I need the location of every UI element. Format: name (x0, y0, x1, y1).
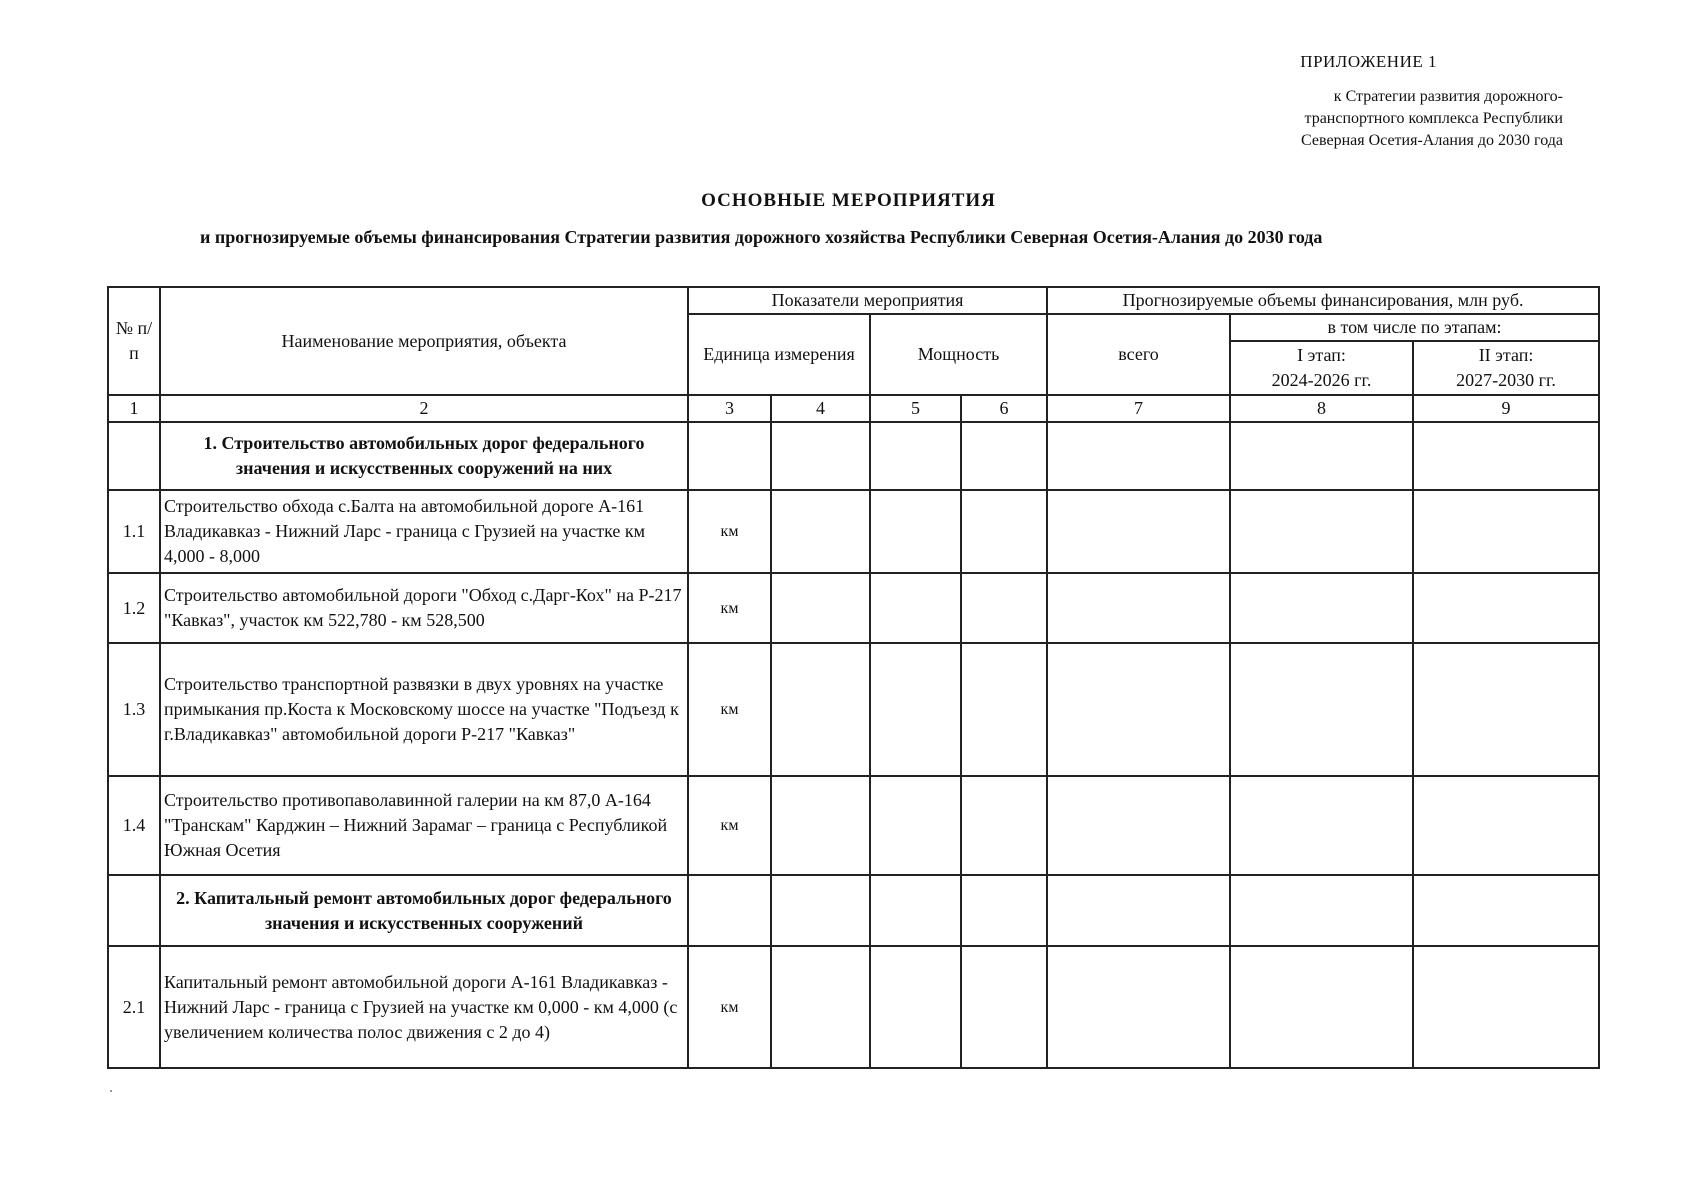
column-number: 1 (108, 395, 160, 422)
table-row (108, 946, 1599, 1068)
appendix-reference (1301, 86, 1563, 152)
row-unit: км (688, 776, 771, 875)
table-row (108, 643, 1599, 776)
row-unit: км (688, 643, 771, 776)
column-numbers-row (108, 395, 1599, 422)
row-unit: км (688, 490, 771, 573)
row-unit: км (688, 573, 771, 643)
row-name: Строительство транспортной развязки в двух уровнях на участке примыкания пр.Коста к Московскому шоссе на участке "Подъезд к г.Владикавказ" автомобильной дороги Р-217 "Кавказ" (160, 643, 688, 776)
stage-1-title: I этап: (1297, 345, 1346, 365)
stage-2-title: II этап: (1478, 345, 1534, 365)
row-unit: км (688, 946, 771, 1068)
header-indicators: Показатели мероприятия (688, 287, 1047, 314)
header-name: Наименование мероприятия, объекта (160, 287, 688, 395)
measures-table (107, 286, 1600, 1069)
table-row (108, 776, 1599, 875)
scan-speck (110, 1090, 112, 1092)
section-row (108, 422, 1599, 490)
header-stage-1 (1230, 341, 1413, 395)
appendix-line: к Стратегии развития дорожного- (1333, 88, 1563, 105)
column-number: 9 (1413, 395, 1599, 422)
header-funding: Прогнозируемые объемы финансирования, млн руб. (1047, 287, 1599, 314)
stage-2-years: 2027-2030 гг. (1456, 370, 1556, 390)
row-name: Строительство обхода с.Балта на автомобильной дороге А-161 Владикавказ - Нижний Ларс - граница с Грузией на участке км 4,000 - 8,000 (160, 490, 688, 573)
stage-1-years: 2024-2026 гг. (1271, 370, 1372, 390)
row-num: 1.4 (108, 776, 160, 875)
column-number: 5 (870, 395, 961, 422)
table-row (108, 573, 1599, 643)
table-row (108, 490, 1599, 573)
section-title: 1. Строительство автомобильных дорог федерального значения и искусственных сооружений на них (160, 422, 688, 490)
document-subtitle: и прогнозируемые объемы финансирования Стратегии развития дорожного хозяйства Республики Северная Осетия-Алания до 2030 года (200, 227, 1323, 247)
header-stage-2 (1413, 341, 1599, 395)
header-num: № п/п (108, 287, 160, 395)
header-unit: Единица измерения (688, 314, 870, 395)
column-number: 2 (160, 395, 688, 422)
column-number: 3 (688, 395, 771, 422)
column-number: 8 (1230, 395, 1413, 422)
appendix-line: Северная Осетия-Алания до 2030 года (1301, 132, 1563, 149)
row-num: 1.3 (108, 643, 160, 776)
section-title: 2. Капитальный ремонт автомобильных дорог федерального значения и искусственных сооружений (160, 875, 688, 946)
row-num: 2.1 (108, 946, 160, 1068)
column-number: 4 (771, 395, 870, 422)
appendix-line: транспортного комплекса Республики (1304, 110, 1563, 127)
header-capacity: Мощность (870, 314, 1047, 395)
row-num: 1.2 (108, 573, 160, 643)
section-row (108, 875, 1599, 946)
column-number: 6 (961, 395, 1047, 422)
row-name: Капитальный ремонт автомобильной дороги А-161 Владикавказ - Нижний Ларс - граница с Грузией на участке км 0,000 - км 4,000 (с увеличением количества полос движения с 2 до 4) (160, 946, 688, 1068)
header-total: всего (1047, 314, 1230, 395)
header-row-1 (108, 287, 1599, 314)
row-name: Строительство противопаволавинной галерии на км 87,0 А-164 "Транскам" Карджин – Нижний Зарамаг – граница с Республикой Южная Осетия (160, 776, 688, 875)
header-stages: в том числе по этапам: (1230, 314, 1599, 341)
row-num: 1.1 (108, 490, 160, 573)
row-name: Строительство автомобильной дороги "Обход с.Дарг-Кох" на Р-217 "Кавказ", участок км 522,780 - км 528,500 (160, 573, 688, 643)
document-title: ОСНОВНЫЕ МЕРОПРИЯТИЯ (701, 190, 996, 211)
appendix-label: ПРИЛОЖЕНИЕ 1 (1300, 52, 1437, 71)
column-number: 7 (1047, 395, 1230, 422)
